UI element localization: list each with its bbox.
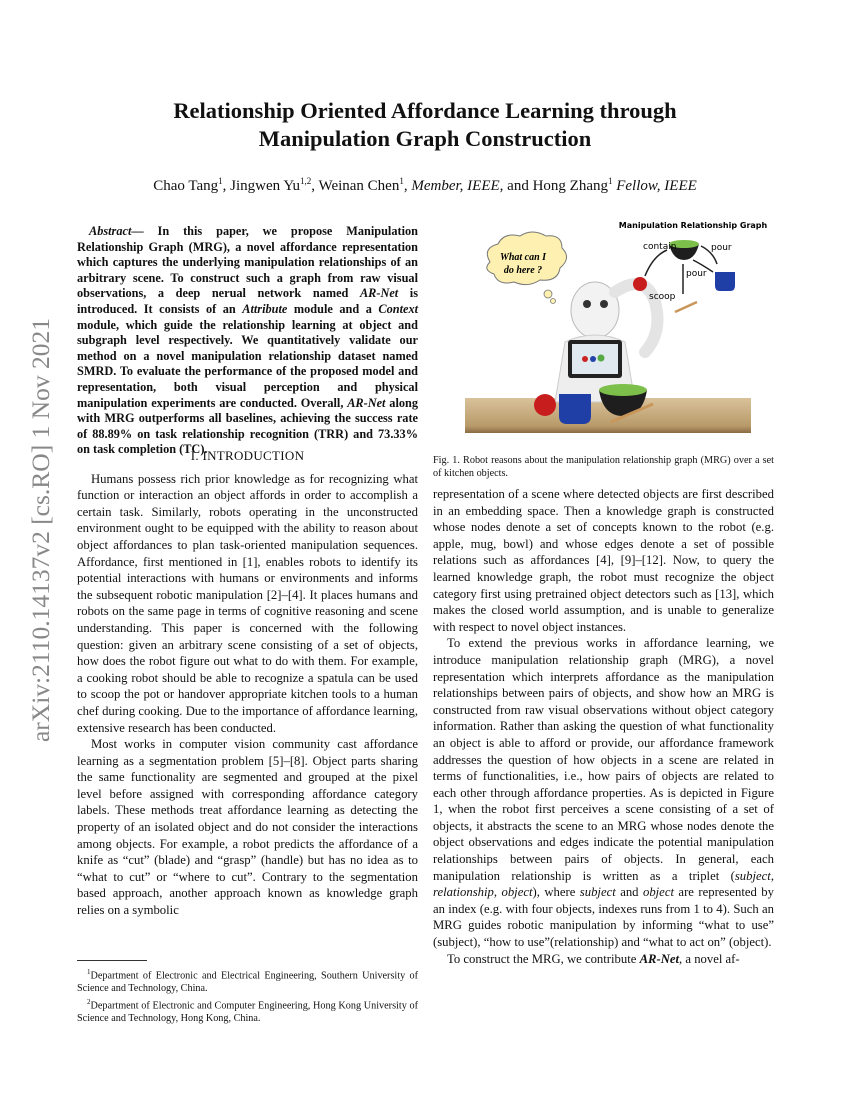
graph-title: Manipulation Relationship Graph bbox=[618, 221, 768, 230]
emphasis-text: AR-Net bbox=[359, 286, 399, 301]
text-run: Most works in computer vision community cast affordance learning as a segmentation problem [5]–[8]. Object parts sharing the same functionality are segmented and grouped at the pixel level before assigned with corresponding affordance category labels. These methods treat affordance learning as detecting the property of an isolated object and do not consider the interactions among objects. For example, a robot predicts the affordance of a knife as “cut” (blade) and “grasp” (handle) but has no idea as to “what to cut” or “where to cut”. Contrary to the segmentation based approach, another approach known as knowledge graph relies on a symbolic bbox=[77, 737, 418, 918]
emphasis-text: subject bbox=[579, 885, 616, 900]
text-run: To construct the MRG, we contribute bbox=[447, 951, 640, 966]
author-name: Jingwen Yu bbox=[230, 178, 300, 194]
emphasis-text: AR-Net bbox=[639, 951, 680, 966]
author-name: Weinan Chen bbox=[318, 178, 400, 194]
graph-node-mug bbox=[715, 272, 735, 291]
abstract bbox=[77, 224, 418, 458]
author-affiliation-mark: 1 bbox=[218, 176, 223, 186]
emphasis-text: relationship bbox=[433, 885, 494, 900]
text-run: and bbox=[615, 885, 643, 900]
emphasis-text: Context bbox=[378, 301, 419, 316]
author-name: Chao Tang bbox=[153, 178, 219, 194]
footnote-text: Department of Electronic and Electrical Engineering, Southern University of Science and Technology, China. bbox=[77, 970, 418, 994]
footnote-mark: 1 bbox=[87, 968, 91, 976]
emphasis-text: Abstract bbox=[89, 224, 132, 238]
thought-bubble-text-1: What can I bbox=[499, 252, 547, 263]
author-membership: Fellow, IEEE bbox=[616, 178, 697, 194]
left-column bbox=[77, 448, 418, 919]
author-membership: Member, IEEE bbox=[411, 178, 500, 194]
body-paragraph bbox=[433, 486, 774, 635]
figure-1 bbox=[435, 212, 771, 434]
graph-node-spoon bbox=[675, 302, 697, 312]
emphasis-text: subject bbox=[734, 868, 771, 883]
emphasis-text: object bbox=[501, 885, 533, 900]
figure-illustration bbox=[435, 212, 771, 434]
body-paragraph bbox=[77, 471, 418, 737]
footnote bbox=[77, 966, 418, 996]
text-run: Humans possess rich prior knowledge as for recognizing what function or interaction an object affords in order to accomplish a certain task. Similarly, robots operating in the unconstructed environment ought to be equipped with the ability to reason about object affordances to plan task-oriented manipulation sequences. Affordance, first mentioned in [1], enables robots to identify its potential interactions with humans or environments and informs the subsequent robotic manipulation [2]–[4]. It places humans and robots on the same page in terms of cognitive reasoning and scene understanding. This paper is concerned with the following question: given an arbitrary scene consisting of a set of objects, how does the robot figure out what to do with them. For example, a cooking robot should be able to recognize a spatula can be used to scoop the pot or handover appropriate kitchen tools to a human chef during cooking. Due to the importance of affordance learning, extensive research has been conducted. bbox=[77, 471, 418, 735]
thought-bubble-text-2: do here ? bbox=[503, 265, 543, 276]
footnote-text: Department of Electronic and Computer Engineering, Hong Kong University of Science and Technology, Hong Kong, China. bbox=[77, 999, 418, 1024]
footnotes bbox=[77, 966, 418, 1025]
author-affiliation-mark: 1 bbox=[607, 176, 613, 186]
text-run: , bbox=[493, 885, 502, 900]
text-run: , bbox=[770, 868, 774, 883]
emphasis-text: object bbox=[642, 885, 674, 900]
text-run: ), where bbox=[532, 885, 580, 900]
edge-label-scoop: scoop bbox=[649, 292, 676, 302]
text-run: module and a bbox=[287, 301, 379, 316]
text-run: along with MRG outperforms all baselines, achieving the success rate of 88.89% on task relationship recognition (TRR) and 73.33% on task completion (TC). bbox=[77, 395, 418, 457]
text-run: To extend the previous works in affordance learning, we introduce manipulation relationship graph (MRG), a novel representation which interprets affordance as the manipulation relationships between pairs of objects, and show how an MRG is constructed from raw visual observations without object category information. Rather than asking the question of what functionality an object is able to afford or provide, our affordance framework addresses the question of how objects in a scene are related in terms of functionalities, i.e., how pairs of objects are related to each other through affordance properties. As is depicted in Figure 1, when the robot first perceives a scene consisting of a set of objects, it abstracts the scene to an MRG whose nodes denote the object observations and edges indicate the potential manipulation relationships between pairs of objects. In general, each manipulation relationship is written as a triplet ( bbox=[433, 636, 774, 883]
text-run: representation of a scene where detected objects are first described in an embedding space. Then a knowledge graph is constructed whose nodes denote a set of concepts known to the robot (e.g. apple, mug, bowl) and whose edges denote a set of possible relations such as affordances [4], [9]–[12]. Now, to query the learned knowledge graph, the robot must recognize the object category first using pretrained object detectors such as [13], which makes the closed world assumption, and is unable to generalize with respect to novel object instances. bbox=[433, 487, 774, 634]
footnote-mark: 2 bbox=[87, 997, 91, 1006]
right-column bbox=[433, 486, 774, 967]
emphasis-text: AR-Net bbox=[347, 395, 386, 410]
robot-illustration bbox=[555, 282, 657, 402]
text-run: are represented by an index (e.g. with four objects, indexes runs from 1 to 4). Such an MRG guides robotic manipulation by informing “what to use” (subject), “how to use”(relationship) and “what to act on” (object). bbox=[433, 885, 774, 950]
author-affiliation-mark: 1,2 bbox=[300, 176, 312, 186]
author-name: Hong Zhang bbox=[532, 178, 608, 194]
graph-node-apple bbox=[633, 277, 647, 291]
footnote-rule bbox=[77, 960, 147, 961]
body-paragraph bbox=[433, 635, 774, 950]
author-list: Chao Tang$^1$, Jingwen Yu$^{1,2}$, Weinan Chen$^1$, Member, IEEE, and Hong Zhang$^1$ Fellow, IEEE bbox=[153, 176, 697, 194]
footnote bbox=[77, 996, 418, 1026]
title-line-2: Manipulation Graph Construction bbox=[258, 126, 592, 151]
text-run: — In this paper, we propose Manipulation Relationship Graph (MRG), a novel affordance representation which captures the underlying manipulation relationships of an arbitrary scene. To construct such a graph from raw visual observations, a deep nerual network named bbox=[77, 224, 418, 301]
mug bbox=[559, 394, 591, 424]
bowl bbox=[599, 384, 647, 396]
text-run: module, which guide the relationship learning at object and subgraph level respectively. We quantitatively validate our method on a novel manipulation relationship dataset named SMRD. To evaluate the performance of the proposed model and representation, both visual perception and physical manipulation experiments are conducted. Overall, bbox=[77, 317, 418, 410]
paper-title bbox=[0, 97, 850, 153]
author-affiliation-mark: 1 bbox=[399, 176, 404, 186]
text-run: , a novel af- bbox=[679, 951, 740, 966]
edge-label-contain: contain bbox=[643, 242, 677, 252]
figure-caption: Fig. 1. Robot reasons about the manipulation relationship graph (MRG) over a set of kitchen objects. bbox=[433, 455, 774, 479]
section-heading-introduction: I. INTRODUCTION bbox=[190, 448, 305, 463]
body-paragraph bbox=[77, 736, 418, 919]
text-run: is introduced. It consists of an bbox=[77, 286, 418, 316]
title-line-1: Relationship Oriented Affordance Learning through bbox=[173, 98, 677, 123]
body-paragraph bbox=[433, 951, 774, 968]
arxiv-identifier-stamp: arXiv:2110.14137v2 [cs.RO] 1 Nov 2021 bbox=[26, 317, 55, 743]
emphasis-text: Attribute bbox=[242, 301, 288, 316]
edge-label-pour: pour bbox=[686, 269, 707, 279]
edge-label-pour: pour bbox=[711, 243, 732, 253]
apple bbox=[534, 394, 556, 416]
